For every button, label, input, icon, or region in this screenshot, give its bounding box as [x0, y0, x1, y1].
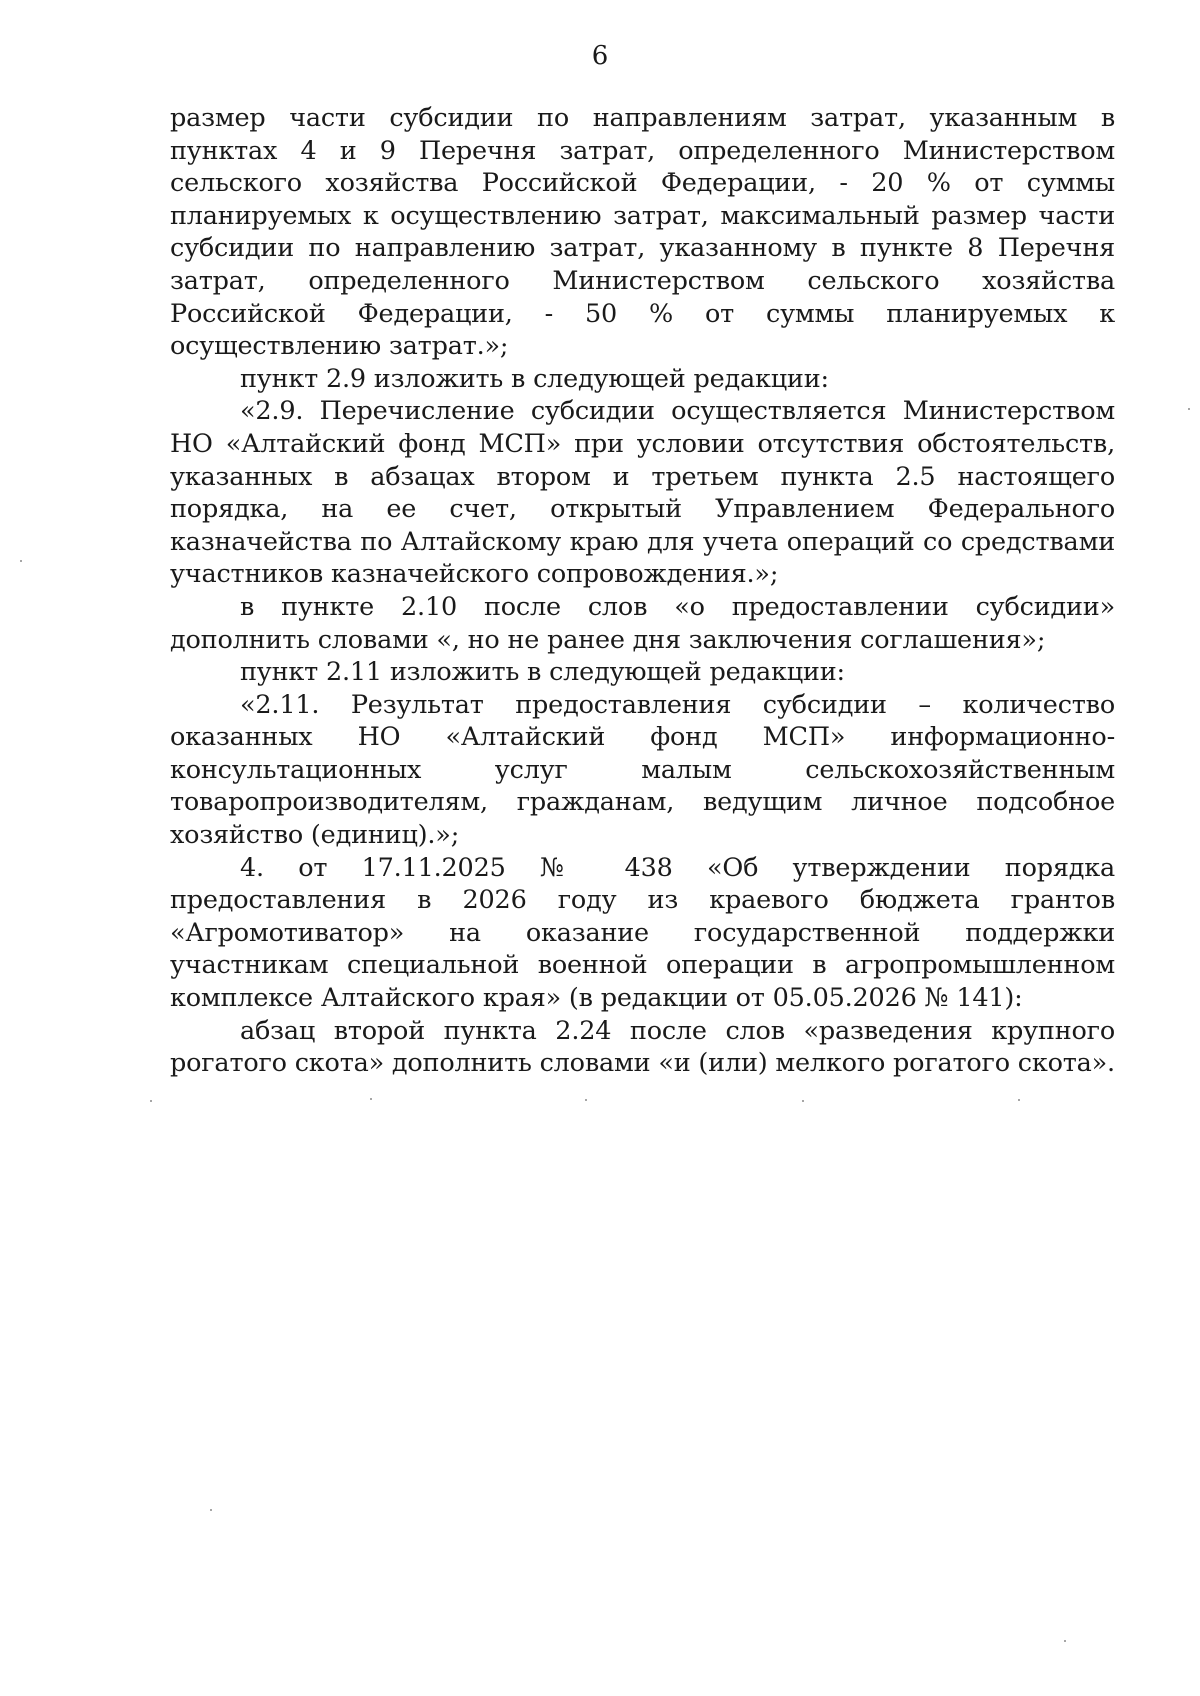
- scan-speck: [150, 1100, 152, 1102]
- scan-speck: [20, 560, 22, 562]
- scan-speck: [1018, 1099, 1020, 1101]
- paragraph-item-2-24: абзац второй пункта 2.24 после слов «разведения крупного рогатого скота» дополнить словами «и (или) мелкого рогатого скота».: [170, 1015, 1115, 1079]
- scan-speck: [1064, 1640, 1066, 1642]
- paragraph-item-2-11-text: «2.11. Результат предоставления субсидии – количество оказанных НО «Алтайский фонд МСП» информационно-консультационных услуг малым сельскохозяйственным товаропроизводителям, гражданам, ведущим личное подсобное хозяйство (единиц).»;: [170, 689, 1115, 851]
- scan-speck: [1188, 408, 1190, 410]
- paragraph-item-2-10: в пункте 2.10 после слов «о предоставлении субсидии» дополнить словами «, но не ранее дня заключения соглашения»;: [170, 591, 1115, 655]
- scan-speck: [585, 1099, 587, 1101]
- paragraph-item-2-9-text: «2.9. Перечисление субсидии осуществляется Министерством НО «Алтайский фонд МСП» при условии отсутствия обстоятельств, указанных в абзацах втором и третьем пункта 2.5 настоящего порядка, на ее счет, открытый Управлением Федерального казначейства по Алтайскому краю для учета операций со средствами участников казначейского сопровождения.»;: [170, 396, 1115, 590]
- paragraph-item-2-11-instruction: пункт 2.11 изложить в следующей редакции:: [240, 657, 845, 688]
- paragraph-resolution-4: 4. от 17.11.2025 № 438 «Об утверждении порядка предоставления в 2026 году из краевого бюджета грантов «Агромотиватор» на оказание государственной поддержки участникам специальной военной операции в агропромышленном комплексе Алтайского края» (в редакции от 05.05.2026 № 141):: [170, 852, 1115, 1014]
- page-number: 6: [591, 41, 609, 71]
- scan-speck: [370, 1098, 372, 1100]
- paragraph-continuation: размер части субсидии по направлениям затрат, указанным в пунктах 4 и 9 Перечня затрат, определенного Министерством сельского хозяйства Российской Федерации, - 20 % от суммы планируемых к осуществлению затрат, максимальный размер части субсидии по направлению затрат, указанному в пункте 8 Перечня затрат, определенного Министерством сельского хозяйства Российской Федерации, - 50 % от суммы планируемых к осуществлению затрат.»;: [170, 103, 1115, 362]
- scan-speck: [802, 1100, 804, 1102]
- paragraph-item-2-9-instruction: пункт 2.9 изложить в следующей редакции:: [240, 363, 829, 394]
- scan-speck: [210, 1509, 212, 1511]
- document-body: [170, 102, 1115, 1080]
